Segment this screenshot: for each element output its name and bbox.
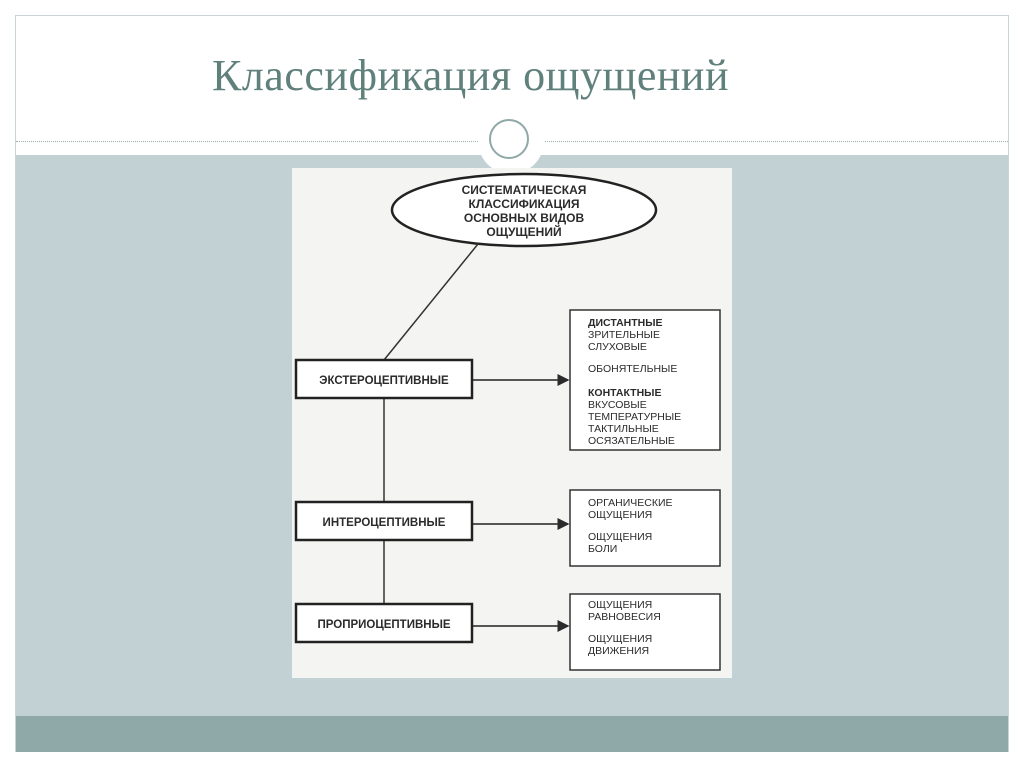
detail-intero-2: ОЩУЩЕНИЯ: [588, 531, 653, 543]
category-label-proprio: ПРОПРИОЦЕПТИВНЫЕ: [317, 619, 451, 631]
detail-extero-7: ТАКТИЛЬНЫЕ: [588, 423, 659, 435]
detail-extero-6: ТЕМПЕРАТУРНЫЕ: [588, 411, 682, 423]
root-label-line-1: СИСТЕМАТИЧЕСКАЯ: [461, 183, 587, 197]
detail-extero-5: ВКУСОВЫЕ: [588, 399, 647, 411]
detail-proprio-0: ОЩУЩЕНИЯ: [588, 599, 653, 611]
detail-intero-1: ОЩУЩЕНИЯ: [588, 509, 653, 521]
footer-band: [16, 716, 1008, 752]
category-label-intero: ИНТЕРОЦЕПТИВНЫЕ: [322, 517, 446, 529]
detail-extero-1: ЗРИТЕЛЬНЫЕ: [588, 329, 660, 341]
detail-intero-0: ОРГАНИЧЕСКИЕ: [588, 497, 673, 509]
detail-intero-3: БОЛИ: [588, 543, 618, 555]
root-connector: [384, 244, 478, 360]
root-label-line-4: ОЩУЩЕНИЙ: [486, 225, 562, 239]
slide-title: Классификация ощущений: [212, 51, 729, 100]
root-label-line-2: КЛАССИФИКАЦИЯ: [468, 197, 580, 211]
classification-diagram: [292, 168, 732, 678]
diagram-image: [292, 168, 732, 678]
detail-proprio-1: РАВНОВЕСИЯ: [588, 611, 661, 623]
detail-extero-0: ДИСТАНТНЫЕ: [588, 317, 663, 329]
detail-extero-3: ОБОНЯТЕЛЬНЫЕ: [588, 363, 678, 375]
detail-extero-8: ОСЯЗАТЕЛЬНЫЕ: [588, 435, 675, 447]
category-label-extero: ЭКСТЕРОЦЕПТИВНЫЕ: [319, 375, 449, 387]
detail-proprio-2: ОЩУЩЕНИЯ: [588, 633, 653, 645]
detail-proprio-3: ДВИЖЕНИЯ: [588, 645, 650, 657]
detail-extero-2: СЛУХОВЫЕ: [588, 341, 647, 353]
detail-extero-4: КОНТАКТНЫЕ: [588, 387, 662, 399]
ring-icon: [489, 119, 529, 159]
root-label-line-3: ОСНОВНЫХ ВИДОВ: [463, 211, 585, 225]
